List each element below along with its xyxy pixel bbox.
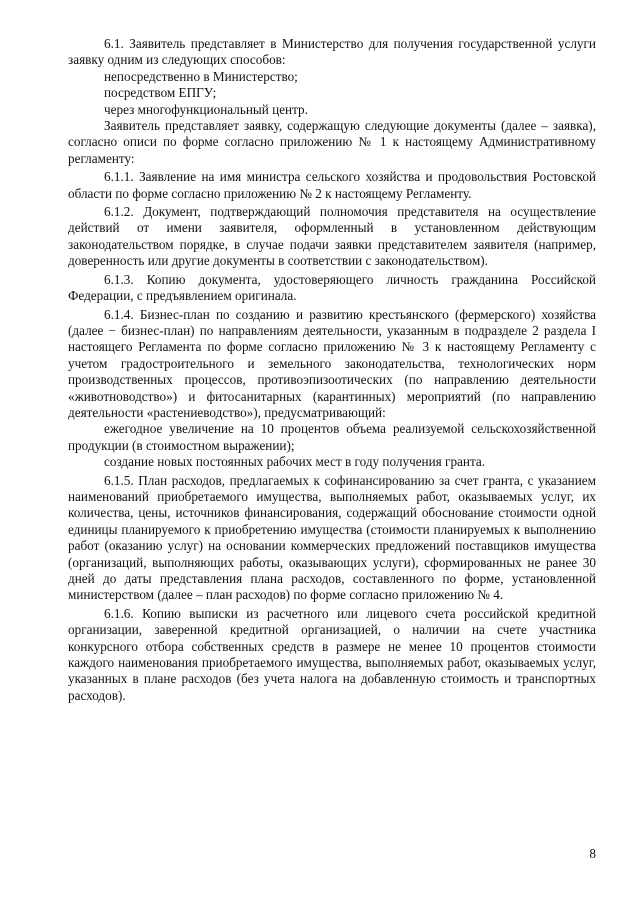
list-item-direct: непосредственно в Министерство; xyxy=(104,68,298,84)
paragraph-6-1-3: 6.1.3. Копию документа, удостоверяющего личность гражданина Российской Федерации, с предъявлением оригинала. xyxy=(68,271,596,304)
paragraph-new-jobs: создание новых постоянных рабочих мест в году получения гранта. xyxy=(104,454,486,470)
page-number: 8 xyxy=(589,846,596,861)
paragraph-6-1-2: 6.1.2. Документ, подтверждающий полномочия представителя на осуществление действий от имени заявителя, оформленный в установленном действующим законодательством порядке, в случае подачи заявки представителем заявителя (например, доверенность или другие документы в соответствии с законодательством). xyxy=(68,204,596,269)
paragraph-annual-increase: ежегодное увеличение на 10 процентов объема реализуемой сельскохозяйственной продукции (в стоимостном выражении); xyxy=(68,421,596,453)
paragraph-6-1-5: 6.1.5. План расходов, предлагаемых к софинансированию за счет гранта, с указанием наименований приобретаемого имущества, выполняемых работ, оказываемых услуг, их количества, цены, источников финансирования, содержащий обоснование стоимости одной единицы планируемого к приобретению имущества (стоимости планируемых к выполнению работ (оказанию услуг) на основании коммерческих предложений поставщиков имущества (организаций, выполняющих работы, оказывающих услуги), сформированных не ранее 30 дней до даты представления плана расходов, составленного по форме, установленной министерством (далее – план расходов) по форме согласно приложению № 4. xyxy=(68,472,596,603)
list-item-epgu: посредством ЕПГУ; xyxy=(104,85,217,101)
document-body xyxy=(68,36,596,704)
paragraph-documents-intro: Заявитель представляет заявку, содержащую следующие документы (далее – заявка), согласно описи по форме согласно приложению № 1 к настоящему Административному регламенту: xyxy=(68,118,596,166)
paragraph-6-1: 6.1. Заявитель представляет в Министерство для получения государственной услуги заявку одним из следующих способов: xyxy=(68,36,596,68)
paragraph-6-1-4: 6.1.4. Бизнес-план по созданию и развитию крестьянского (фермерского) хозяйства (далее − бизнес-план) по направлениям деятельности, указанным в подразделе 2 раздела I настоящего Регламента по форме согласно приложению № 3 к настоящему Регламенту с учетом градостроительного и земельного законодательства, технологических норм производственных процессов, противоэпизоотических (по направлению деятельности «животноводство») и фитосанитарных (карантинных) мероприятий (по направлению деятельности «растениеводство»), предусматривающий: xyxy=(68,306,596,420)
paragraph-6-1-6: 6.1.6. Копию выписки из расчетного или лицевого счета российской кредитной организации, заверенной кредитной организацией, о наличии на счете участника конкурсного отбора собственных средств в размере не менее 10 процентов стоимости каждого наименования приобретаемого имущества, выполняемых работ, оказываемых услуг, указанных в плане расходов (без учета налога на добавленную стоимость и транспортных расходов). xyxy=(68,605,596,703)
list-item-mfc: через многофункциональный центр. xyxy=(104,101,308,117)
paragraph-6-1-1: 6.1.1. Заявление на имя министра сельского хозяйства и продовольствия Ростовской области по форме согласно приложению № 2 к настоящему Регламенту. xyxy=(68,169,596,201)
